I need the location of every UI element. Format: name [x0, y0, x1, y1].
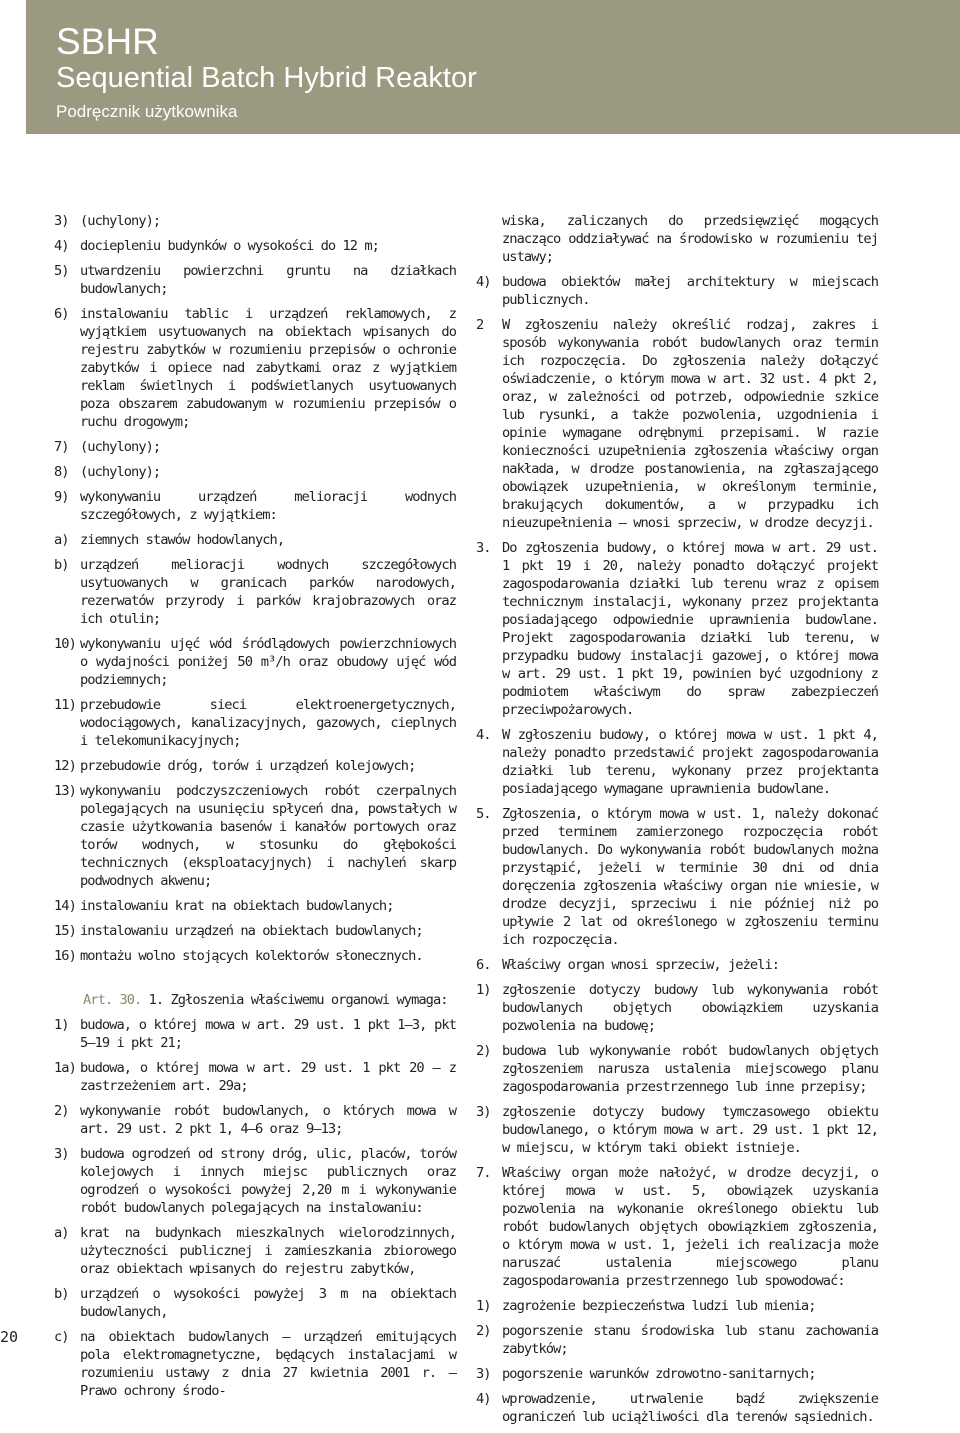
item-number: 4)	[476, 1391, 491, 1407]
item-number: b)	[54, 557, 69, 573]
document-header	[26, 0, 960, 134]
item-number: 2)	[476, 1323, 491, 1339]
item-number: 4.	[476, 727, 491, 743]
continuation-text: wiska, zaliczanych do przedsięwzięć mogących znacząco oddziaływać na środowisko w rozumieniu tej ustawy;	[502, 213, 878, 265]
left-column	[54, 212, 456, 1407]
list-item	[476, 1322, 878, 1358]
list-item	[54, 237, 456, 255]
list-item	[54, 1145, 456, 1217]
list-item	[476, 1365, 878, 1383]
item-text: budowa, o której mowa w art. 29 ust. 1 pkt 20 – z zastrzeżeniem art. 29a;	[80, 1060, 456, 1094]
item-text: (uchylony);	[80, 213, 161, 229]
list-item	[54, 1016, 456, 1052]
item-text: pogorszenie warunków zdrowotno-sanitarnych;	[502, 1366, 816, 1382]
list-item	[54, 897, 456, 915]
list-item	[476, 539, 878, 719]
list-item	[54, 556, 456, 628]
item-number: 11)	[54, 697, 76, 713]
list-item	[54, 463, 456, 481]
article-item-list	[54, 1016, 456, 1400]
list-item	[476, 981, 878, 1035]
left-item-list	[54, 212, 456, 965]
item-number: 2	[476, 317, 484, 333]
item-text: instalowaniu urządzeń na obiektach budowlanych;	[80, 923, 423, 939]
item-text: urządzeń o wysokości powyżej 3 m na obiektach budowlanych,	[80, 1286, 456, 1320]
item-number: 8)	[54, 464, 69, 480]
item-text: zgłoszenie dotyczy budowy lub wykonywania robót budowlanych objętych obowiązkiem uzyskania pozwolenia na budowę;	[502, 982, 878, 1034]
item-text: instalowaniu krat na obiektach budowlanych;	[80, 898, 394, 914]
item-text: krat na budynkach mieszkalnych wielorodzinnych, użyteczności publicznej i zamieszkania zbiorowego oraz obiektach wpisanych do rejestru zabytków,	[80, 1225, 456, 1277]
list-item	[54, 922, 456, 940]
item-text: przebudowie dróg, torów i urządzeń kolejowych;	[80, 758, 416, 774]
item-text: ziemnych stawów hodowlanych,	[80, 532, 285, 548]
list-item	[54, 438, 456, 456]
item-number: 15)	[54, 923, 76, 939]
list-item	[54, 1102, 456, 1138]
list-item	[476, 956, 878, 974]
item-text: Zgłoszenia, o którym mowa w ust. 1, należy dokonać przed terminem zamierzonego rozpoczęcia robót budowlanych. Do wykonywania robót budowlanych można przystąpić, jeżeli w terminie 30 dni od dnia doręczenia zgłoszenia właściwy organ nie wniesie, w drodze decyzji, sprzeciwu i nie później niż po upływie 2 lat od określonego w zgłoszeniu terminu ich rozpoczęcia.	[502, 806, 878, 948]
item-number: 13)	[54, 783, 76, 799]
list-item	[476, 1103, 878, 1157]
item-text: Do zgłoszenia budowy, o której mowa w art. 29 ust. 1 pkt 19 i 20, należy ponadto dołączyć projekt zagospodarowania działki lub terenu wraz z opisem technicznym instalacji, wykonany przez projektanta posiadającego odpowiednie uprawnienia budowlane. Projekt zagospodarowania działki lub terenu, w przypadku budowy instalacji gazowej, o której mowa w art. 29 ust. 1 pkt 19, powinien być uzgodniony z podmiotem właściwym do spraw zabezpieczeń przeciwpożarowych.	[502, 540, 878, 718]
page-number: 20	[0, 1328, 19, 1346]
item-number: 16)	[54, 948, 76, 964]
item-number: 3)	[54, 1146, 69, 1162]
item-number: 14)	[54, 898, 76, 914]
item-number: c)	[54, 1329, 69, 1345]
list-item	[54, 212, 456, 230]
article-heading	[54, 991, 456, 1009]
list-item	[54, 1059, 456, 1095]
item-text: W zgłoszeniu należy określić rodzaj, zakres i sposób wykonywania robót budowlanych oraz termin ich rozpoczęcia. Do zgłoszenia należy dołączyć oświadczenie, o którym mowa w art. 32 ust. 4 pkt 2, oraz, w zależności od potrzeb, odpowiednie szkice lub rysunki, a także pozwolenia, uzgodnienia i opinie wymagane odrębnymi przepisami. W razie konieczności uzupełnienia zgłoszenia właściwy organ nakłada, w drodze postanowienia, na zgłaszającego obowiązek uzupełnienia, w określonym terminie, brakujących dokumentów, a w przypadku ich nieuzupełnienia – wnosi sprzeciw, w drodze decyzji.	[502, 317, 878, 531]
list-item	[54, 488, 456, 524]
item-number: 1)	[54, 1017, 69, 1033]
item-text: dociepleniu budynków o wysokości do 12 m;	[80, 238, 379, 254]
header-title: SBHR	[56, 21, 159, 62]
item-text: W zgłoszeniu budowy, o której mowa w ust. 1 pkt 4, należy ponadto przedstawić projekt zagospodarowania działki lub terenu, wykonany przez projektanta posiadającego wymagane uprawnienia budowlane.	[502, 727, 878, 797]
item-text: (uchylony);	[80, 464, 161, 480]
item-number: a)	[54, 532, 69, 548]
item-text: budowa obiektów małej architektury w miejscach publicznych.	[502, 274, 878, 308]
item-number: 3)	[476, 1366, 491, 1382]
item-number: 2)	[54, 1103, 69, 1119]
item-number: 4)	[476, 274, 491, 290]
item-number: 1)	[476, 982, 491, 998]
list-item	[476, 726, 878, 798]
list-item	[54, 782, 456, 890]
item-text: wykonywaniu podczyszczeniowych robót czerpalnych polegających na usunięciu spłyceń dna, powstałych w czasie użytkowania basenów i kanałów portowych oraz torów wodnych, w stosunku do głębokości technicznych (eksploatacyjnych) i nachyleń skarp podwodnych akwenu;	[80, 783, 456, 889]
list-item	[54, 1285, 456, 1321]
list-item	[54, 305, 456, 431]
list-item	[476, 1297, 878, 1315]
list-item	[54, 531, 456, 549]
item-number: 7.	[476, 1165, 491, 1181]
list-item	[54, 696, 456, 750]
item-number: 2)	[476, 1043, 491, 1059]
item-number: 5.	[476, 806, 491, 822]
item-text: instalowaniu tablic i urządzeń reklamowych, z wyjątkiem usytuowanych na obiektach wpisanych do rejestru zabytków w rozumieniu przepisów o ochronie zabytków i opiece nad zabytkami oraz z wyjątkiem reklam świetlnych i podświetlanych usytuowanych poza obszarem zabudowanym w rozumieniu przepisów o ruchu drogowym;	[80, 306, 456, 430]
item-text: wprowadzenie, utrwalenie bądź zwiększenie ograniczeń lub uciążliwości dla terenów sąsiednich.	[502, 1391, 878, 1425]
item-text: (uchylony);	[80, 439, 161, 455]
list-item	[476, 1164, 878, 1290]
list-item	[476, 1042, 878, 1096]
header-manual-label: Podręcznik użytkownika	[56, 102, 238, 121]
list-item	[476, 316, 878, 532]
item-text: przebudowie sieci elektroenergetycznych, wodociągowych, kanalizacyjnych, gazowych, cieplnych i telekomunikacyjnych;	[80, 697, 456, 749]
item-text: wykonywanie robót budowlanych, o których mowa w art. 29 ust. 2 pkt 1, 4–6 oraz 9–13;	[80, 1103, 456, 1137]
item-number: 9)	[54, 489, 69, 505]
header-subtitle: Sequential Batch Hybrid Reaktor	[56, 62, 477, 94]
item-number: 3)	[476, 1104, 491, 1120]
item-number: 5)	[54, 263, 69, 279]
item-text: zgłoszenie dotyczy budowy tymczasowego obiektu budowlanego, o którym mowa w art. 29 ust. 1 pkt 12, w miejscu, w którym taki obiekt istnieje.	[502, 1104, 878, 1156]
item-number: 4)	[54, 238, 69, 254]
list-item	[54, 947, 456, 965]
item-number: 3)	[54, 213, 69, 229]
item-number: 6)	[54, 306, 69, 322]
item-text: montażu wolno stojących kolektorów słonecznych.	[80, 948, 423, 964]
item-text: wykonywaniu urządzeń melioracji wodnych szczegółowych, z wyjątkiem:	[80, 489, 456, 523]
item-text: na obiektach budowlanych – urządzeń emitujących pola elektromagnetyczne, będących instalacjami w rozumieniu ustawy z dnia 27 kwietnia 2001 r. – Prawo ochrony środo-	[80, 1329, 456, 1399]
item-number: 6.	[476, 957, 491, 973]
list-item	[54, 635, 456, 689]
article-label: Art. 30.	[83, 992, 142, 1008]
list-item	[476, 1390, 878, 1426]
item-text: Właściwy organ wnosi sprzeciw, jeżeli:	[502, 957, 780, 973]
item-text: pogorszenie stanu środowiska lub stanu zachowania zabytków;	[502, 1323, 878, 1357]
article-intro: 1. Zgłoszenia właściwemu organowi wymaga:	[148, 992, 448, 1008]
item-text: utwardzeniu powierzchni gruntu na działkach budowlanych;	[80, 263, 456, 297]
list-item	[54, 1224, 456, 1278]
item-text: budowa, o której mowa w art. 29 ust. 1 pkt 1–3, pkt 5–19 i pkt 21;	[80, 1017, 456, 1051]
item-text: wykonywaniu ujęć wód śródlądowych powierzchniowych o wydajności poniżej 50 m³/h oraz obudowy ujęć wód podziemnych;	[80, 636, 456, 688]
right-column	[476, 212, 878, 1433]
list-item	[54, 1328, 456, 1400]
item-text: zagrożenie bezpieczeństwa ludzi lub mienia;	[502, 1298, 816, 1314]
item-number: 10)	[54, 636, 76, 652]
item-number: 7)	[54, 439, 69, 455]
item-number: 3.	[476, 540, 491, 556]
item-text: budowa lub wykonywanie robót budowlanych objętych zgłoszeniem narusza ustalenia miejscowego planu zagospodarowania przestrzennego lub inne przepisy;	[502, 1043, 878, 1095]
item-number: 12)	[54, 758, 76, 774]
item-number: 1)	[476, 1298, 491, 1314]
item-number: 1a)	[54, 1060, 76, 1076]
list-item	[54, 262, 456, 298]
item-number: b)	[54, 1286, 69, 1302]
list-item	[54, 757, 456, 775]
right-item-list	[476, 273, 878, 1426]
list-item	[476, 273, 878, 309]
item-text: budowa ogrodzeń od strony dróg, ulic, placów, torów kolejowych i innych miejsc publicznych oraz ogrodzeń o wysokości powyżej 2,20 m i wykonywanie robót budowlanych polegających na instalowaniu:	[80, 1146, 456, 1216]
item-text: Właściwy organ może nałożyć, w drodze decyzji, o której mowa w ust. 5, obowiązek uzyskania pozwolenia na wykonanie określonego obiektu lub robót budowlanych objętych obowiązkiem zgłoszenia, o którym mowa w ust. 1, jeżeli ich realizacja może naruszać ustalenia miejscowego planu zagospodarowania przestrzennego lub spowodować:	[502, 1165, 878, 1289]
item-text: urządzeń melioracji wodnych szczegółowych usytuowanych w granicach parków narodowych, rezerwatów przyrody i parków krajobrazowych oraz ich otulin;	[80, 557, 456, 627]
item-number: a)	[54, 1225, 69, 1241]
list-item	[476, 805, 878, 949]
